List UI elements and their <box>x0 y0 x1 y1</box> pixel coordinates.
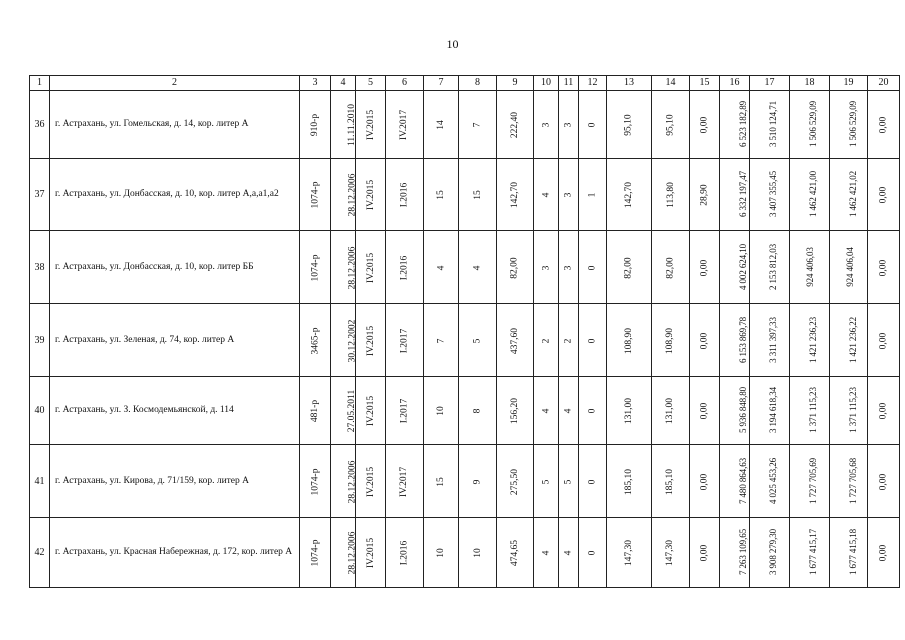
cell-text: 7 <box>472 122 483 128</box>
cell-text: I.2016 <box>399 540 410 566</box>
cell-text: 1 421 236,23 <box>808 316 819 363</box>
cell-text: 1 462 421,00 <box>808 170 819 218</box>
cell-text: 28.12.2006 <box>347 173 358 217</box>
cell-text: 3 908 279,30 <box>768 528 779 576</box>
act-number-cell <box>300 377 331 445</box>
cell-text: 7 480 864,63 <box>738 457 749 504</box>
cell-text: 910-р <box>309 113 320 137</box>
address-cell: г. Астрахань, ул. З. Космодемьянской, д. 114 <box>50 377 300 445</box>
cell-text: 14 <box>436 120 446 130</box>
value-cell <box>459 304 497 377</box>
cell-text: 3 <box>563 192 574 198</box>
cell-text: 0,00 <box>699 473 710 490</box>
cell-text: 147,30 <box>624 539 634 567</box>
value-cell <box>559 445 579 518</box>
value-cell <box>868 159 900 231</box>
cell-text: 474,65 <box>510 539 520 567</box>
amount-cell <box>830 159 868 231</box>
cell-text: 0,00 <box>878 259 889 276</box>
cell-text: IV.2015 <box>366 395 377 427</box>
value-cell <box>559 231 579 304</box>
address-cell: г. Астрахань, ул. Гомельская, д. 14, кор. литер А <box>50 91 300 159</box>
cell-text: 15 <box>436 190 446 200</box>
cell-text: I.2016 <box>399 182 410 208</box>
period-start-cell <box>356 518 386 588</box>
cell-text: 1 506 529,09 <box>848 100 859 148</box>
period-start-cell <box>356 159 386 231</box>
cell-text: 3 <box>541 265 551 270</box>
cell-text: 2 153 812,03 <box>768 243 779 290</box>
cell-text: 15 <box>472 190 483 200</box>
value-cell <box>559 91 579 159</box>
cell-text: 924 406,04 <box>844 246 855 287</box>
period-start-cell <box>356 304 386 377</box>
column-header: 18 <box>790 76 830 91</box>
cell-text: 1074-р <box>309 181 320 209</box>
value-cell <box>607 377 652 445</box>
cell-text: 28.12.2006 <box>347 246 358 289</box>
cell-text: I.2017 <box>399 328 410 353</box>
cell-text: 4 <box>472 265 483 270</box>
table-row <box>30 377 900 445</box>
cell-text: 82,00 <box>510 256 520 279</box>
address-cell: г. Астрахань, ул. Кирова, д. 71/159, кор. литер А <box>50 445 300 518</box>
act-number-cell <box>300 445 331 518</box>
cell-text: 1074-р <box>309 468 320 495</box>
value-cell <box>607 445 652 518</box>
cell-text: I.2016 <box>399 255 410 280</box>
cell-text: 4 <box>436 265 446 270</box>
cell-text: 4 <box>563 550 574 556</box>
value-cell <box>652 91 690 159</box>
amount-cell <box>830 91 868 159</box>
act-date-cell <box>331 304 356 377</box>
cell-text: 0 <box>587 265 598 270</box>
period-end-cell <box>386 304 424 377</box>
period-end-cell <box>386 445 424 518</box>
cell-text: 1 371 115,23 <box>807 387 818 433</box>
column-header: 4 <box>331 76 356 91</box>
cell-text: 4 002 624,10 <box>738 243 749 290</box>
value-cell <box>690 159 720 231</box>
table-row <box>30 231 900 304</box>
cell-text: 10 <box>472 548 483 558</box>
value-cell <box>868 445 900 518</box>
cell-text: 82,00 <box>665 256 676 279</box>
cell-text: 6 523 182,89 <box>738 100 749 148</box>
value-cell <box>690 304 720 377</box>
cell-text: 0,00 <box>699 544 710 562</box>
cell-text: 15 <box>436 476 446 487</box>
cell-text: 3465-р <box>309 327 320 354</box>
amount-cell <box>720 377 750 445</box>
act-date-cell <box>331 518 356 588</box>
amount-cell <box>830 231 868 304</box>
cell-text: 4 <box>541 408 551 414</box>
value-cell <box>534 91 559 159</box>
cell-text: 1074-р <box>309 254 320 281</box>
period-start-cell <box>356 91 386 159</box>
header-row <box>30 76 900 91</box>
cell-text: 2 <box>563 338 574 343</box>
cell-text: 3 <box>563 122 574 128</box>
cell-text: 108,90 <box>624 327 634 354</box>
address-cell: г. Астрахань, ул. Донбасская, д. 10, кор. литер А,а,а1,а2 <box>50 159 300 231</box>
cell-text: 156,20 <box>510 397 520 425</box>
value-cell <box>497 91 534 159</box>
act-number-cell <box>300 91 331 159</box>
cell-text: 7 263 109,65 <box>738 528 749 576</box>
cell-text: 82,00 <box>624 256 634 279</box>
value-cell <box>534 377 559 445</box>
cell-text: 1 <box>587 192 598 198</box>
value-cell <box>424 518 459 588</box>
amount-cell <box>720 231 750 304</box>
cell-text: 185,10 <box>665 468 676 495</box>
value-cell <box>579 518 607 588</box>
cell-text: 0,00 <box>878 402 889 420</box>
cell-text: 95,10 <box>624 114 634 136</box>
column-header: 3 <box>300 76 331 91</box>
value-cell <box>579 91 607 159</box>
cell-text: 0,00 <box>878 186 889 204</box>
value-cell <box>534 518 559 588</box>
row-number-cell: 37 <box>30 159 50 231</box>
value-cell <box>497 377 534 445</box>
cell-text: 7 <box>436 338 446 343</box>
cell-text: 5 <box>563 479 574 484</box>
amount-cell <box>790 377 830 445</box>
value-cell <box>652 231 690 304</box>
cell-text: 3 194 618,34 <box>768 386 779 434</box>
period-end-cell <box>386 159 424 231</box>
act-date-cell <box>331 377 356 445</box>
column-header: 15 <box>690 76 720 91</box>
housing-register-table <box>29 75 900 588</box>
amount-cell <box>790 91 830 159</box>
amount-cell <box>750 518 790 588</box>
row-number-cell: 36 <box>30 91 50 159</box>
value-cell <box>579 304 607 377</box>
cell-text: 275,50 <box>510 468 520 495</box>
value-cell <box>424 304 459 377</box>
cell-text: 3 <box>541 122 551 128</box>
column-header: 2 <box>50 76 300 91</box>
value-cell <box>497 445 534 518</box>
cell-text: 1 727 705,68 <box>848 457 859 504</box>
amount-cell <box>790 518 830 588</box>
act-date-cell <box>331 159 356 231</box>
value-cell <box>534 231 559 304</box>
cell-text: IV.2015 <box>366 325 377 356</box>
amount-cell <box>790 159 830 231</box>
table-row <box>30 445 900 518</box>
amount-cell <box>790 304 830 377</box>
period-start-cell <box>356 445 386 518</box>
column-header: 12 <box>579 76 607 91</box>
address-cell: г. Астрахань, ул. Зеленая, д. 74, кор. литер А <box>50 304 300 377</box>
cell-text: 1 677 415,18 <box>848 528 859 576</box>
amount-cell <box>750 304 790 377</box>
row-number-cell: 42 <box>30 518 50 588</box>
cell-text: 0,00 <box>878 544 889 562</box>
cell-text: 5 <box>541 479 551 484</box>
amount-cell <box>720 91 750 159</box>
column-header: 20 <box>868 76 900 91</box>
cell-text: 1074-р <box>309 539 320 567</box>
value-cell <box>559 377 579 445</box>
cell-text: 5 <box>472 338 483 343</box>
value-cell <box>579 231 607 304</box>
amount-cell <box>830 377 868 445</box>
column-header: 8 <box>459 76 497 91</box>
address-cell: г. Астрахань, ул. Донбасская, д. 10, кор. литер ББ <box>50 231 300 304</box>
cell-text: 1 421 236,22 <box>848 316 859 363</box>
cell-text: 1 506 529,09 <box>808 100 819 148</box>
amount-cell <box>750 91 790 159</box>
act-date-cell <box>331 445 356 518</box>
cell-text: 437,60 <box>510 327 520 354</box>
cell-text: 108,90 <box>665 327 676 354</box>
value-cell <box>652 159 690 231</box>
cell-text: 28.12.2006 <box>347 460 358 503</box>
cell-text: 30.12.2002 <box>347 319 358 362</box>
cell-text: 142,70 <box>510 181 520 209</box>
act-number-cell <box>300 518 331 588</box>
value-cell <box>424 231 459 304</box>
cell-text: IV.2017 <box>399 109 410 141</box>
amount-cell <box>750 377 790 445</box>
value-cell <box>868 518 900 588</box>
cell-text: 0 <box>587 338 598 343</box>
cell-text: 6 332 197,47 <box>738 170 749 218</box>
cell-text: 1 727 705,69 <box>808 457 819 504</box>
cell-text: 4 <box>563 408 574 414</box>
row-number-cell: 38 <box>30 231 50 304</box>
act-date-cell <box>331 231 356 304</box>
amount-cell <box>720 304 750 377</box>
value-cell <box>534 159 559 231</box>
cell-text: 27.05.2011 <box>347 389 358 433</box>
cell-text: 142,70 <box>624 181 634 209</box>
cell-text: 1 462 421,02 <box>848 170 859 218</box>
cell-text: 0 <box>587 550 598 556</box>
amount-cell <box>720 445 750 518</box>
amount-cell <box>790 445 830 518</box>
value-cell <box>579 377 607 445</box>
period-start-cell <box>356 377 386 445</box>
cell-text: 9 <box>472 479 483 484</box>
cell-text: 0,00 <box>699 116 710 134</box>
cell-text: 0,00 <box>699 402 710 420</box>
cell-text: 0,00 <box>878 473 889 490</box>
row-number-cell: 40 <box>30 377 50 445</box>
cell-text: 222,40 <box>510 111 520 139</box>
cell-text: 95,10 <box>665 114 676 136</box>
column-header: 11 <box>559 76 579 91</box>
value-cell <box>652 445 690 518</box>
value-cell <box>424 445 459 518</box>
cell-text: 4 025 453,26 <box>768 457 779 504</box>
cell-text: 0,00 <box>699 259 710 276</box>
table-row <box>30 91 900 159</box>
cell-text: 6 153 869,78 <box>738 316 749 363</box>
value-cell <box>497 159 534 231</box>
period-end-cell <box>386 231 424 304</box>
cell-text: 11.11.2010 <box>347 103 358 147</box>
cell-text: 28.12.2006 <box>347 531 358 575</box>
amount-cell <box>750 445 790 518</box>
act-date-cell <box>331 91 356 159</box>
cell-text: 131,00 <box>624 397 634 425</box>
cell-text: 10 <box>436 548 446 558</box>
cell-text: 185,10 <box>624 468 634 495</box>
value-cell <box>690 445 720 518</box>
value-cell <box>579 445 607 518</box>
cell-text: 4 <box>541 550 551 556</box>
amount-cell <box>750 231 790 304</box>
value-cell <box>868 231 900 304</box>
value-cell <box>868 304 900 377</box>
cell-text: IV.2017 <box>399 466 410 497</box>
value-cell <box>459 445 497 518</box>
value-cell <box>497 304 534 377</box>
value-cell <box>534 445 559 518</box>
value-cell <box>690 518 720 588</box>
period-end-cell <box>386 91 424 159</box>
table-row <box>30 159 900 231</box>
cell-text: 1 677 415,17 <box>808 528 819 576</box>
cell-text: 481-р <box>309 399 320 423</box>
cell-text: 3 407 355,45 <box>768 170 779 218</box>
table-row <box>30 518 900 588</box>
table-row <box>30 304 900 377</box>
period-start-cell <box>356 231 386 304</box>
cell-text: IV.2015 <box>366 109 377 141</box>
cell-text: IV.2015 <box>366 537 377 569</box>
column-header: 13 <box>607 76 652 91</box>
value-cell <box>652 377 690 445</box>
amount-cell <box>790 231 830 304</box>
cell-text: 0,00 <box>878 332 889 349</box>
value-cell <box>868 377 900 445</box>
value-cell <box>459 91 497 159</box>
column-header: 9 <box>497 76 534 91</box>
act-number-cell <box>300 304 331 377</box>
cell-text: 924 406,03 <box>804 246 815 287</box>
cell-text: 10 <box>436 406 446 416</box>
cell-text: 2 <box>541 338 551 343</box>
row-number-cell: 39 <box>30 304 50 377</box>
value-cell <box>690 231 720 304</box>
amount-cell <box>830 445 868 518</box>
value-cell <box>459 518 497 588</box>
value-cell <box>559 159 579 231</box>
value-cell <box>459 231 497 304</box>
amount-cell <box>720 159 750 231</box>
column-header: 7 <box>424 76 459 91</box>
value-cell <box>559 518 579 588</box>
cell-text: 5 936 848,80 <box>738 386 749 434</box>
page-number: 10 <box>446 37 459 51</box>
cell-text: I.2017 <box>399 398 410 424</box>
value-cell <box>607 231 652 304</box>
cell-text: 3 <box>563 265 574 270</box>
cell-text: 0,00 <box>699 332 710 349</box>
value-cell <box>607 304 652 377</box>
value-cell <box>459 159 497 231</box>
cell-text: 0 <box>587 479 598 484</box>
cell-text: 3 311 397,33 <box>767 316 778 363</box>
amount-cell <box>830 518 868 588</box>
cell-text: 131,00 <box>665 397 676 425</box>
value-cell <box>424 91 459 159</box>
value-cell <box>652 304 690 377</box>
cell-text: 0 <box>587 408 598 414</box>
period-end-cell <box>386 518 424 588</box>
value-cell <box>424 377 459 445</box>
value-cell <box>497 231 534 304</box>
amount-cell <box>750 159 790 231</box>
period-end-cell <box>386 377 424 445</box>
amount-cell <box>720 518 750 588</box>
value-cell <box>534 304 559 377</box>
column-header: 1 <box>30 76 50 91</box>
value-cell <box>424 159 459 231</box>
value-cell <box>607 91 652 159</box>
cell-text: 8 <box>472 408 483 414</box>
value-cell <box>559 304 579 377</box>
amount-cell <box>830 304 868 377</box>
value-cell <box>690 91 720 159</box>
value-cell <box>690 377 720 445</box>
cell-text: 0 <box>587 122 598 128</box>
cell-text: 1 371 115,23 <box>847 387 858 433</box>
cell-text: 147,30 <box>665 539 676 567</box>
column-header: 6 <box>386 76 424 91</box>
act-number-cell <box>300 159 331 231</box>
value-cell <box>652 518 690 588</box>
column-header: 14 <box>652 76 690 91</box>
row-number-cell: 41 <box>30 445 50 518</box>
column-header: 5 <box>356 76 386 91</box>
value-cell <box>497 518 534 588</box>
value-cell <box>868 91 900 159</box>
act-number-cell <box>300 231 331 304</box>
cell-text: 0,00 <box>878 116 889 134</box>
cell-text: 4 <box>541 192 551 198</box>
column-header: 19 <box>830 76 868 91</box>
cell-text: IV.2015 <box>366 466 377 497</box>
cell-text: 113,80 <box>665 182 676 208</box>
cell-text: 28,90 <box>699 184 710 206</box>
value-cell <box>459 377 497 445</box>
column-header: 16 <box>720 76 750 91</box>
cell-text: IV.2015 <box>366 252 377 283</box>
value-cell <box>579 159 607 231</box>
value-cell <box>607 518 652 588</box>
cell-text: IV.2015 <box>366 179 377 211</box>
address-cell: г. Астрахань, ул. Красная Набережная, д. 172, кор. литер А <box>50 518 300 588</box>
value-cell <box>607 159 652 231</box>
column-header: 10 <box>534 76 559 91</box>
column-header: 17 <box>750 76 790 91</box>
cell-text: 3 510 124,71 <box>768 100 779 148</box>
